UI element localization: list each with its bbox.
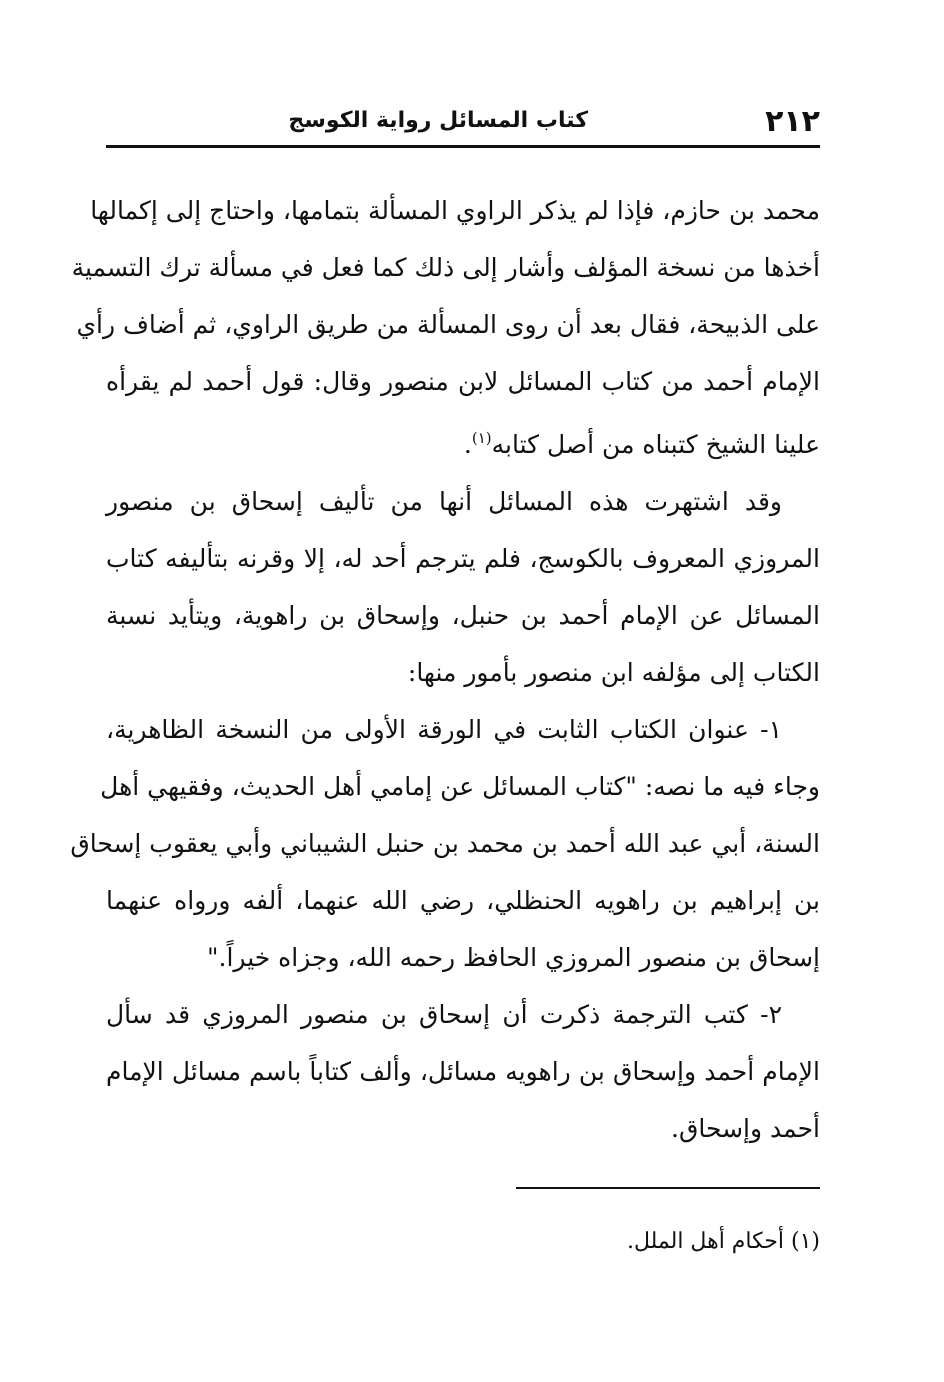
text-line: إسحاق بن منصور المروزي الحافظ رحمه الله، وجزاه خيراً.": [207, 943, 820, 972]
footnote-reference[interactable]: (١): [471, 429, 492, 447]
text-line: على الذبيحة، فقال بعد أن روى المسألة من طريق الراوي، ثم أضاف رأي: [76, 310, 820, 339]
paragraph-4: [106, 986, 820, 1157]
text-line: الإمام أحمد وإسحاق بن راهويه مسائل، وألف كتاباً باسم مسائل الإمام: [106, 1057, 820, 1086]
page-header: [106, 100, 820, 144]
paragraph-1: [71, 182, 820, 473]
text-line: المسائل عن الإمام أحمد بن حنبل، وإسحاق بن راهوية، ويتأيد نسبة: [106, 601, 820, 630]
footnote: (١) أحكام أهل الملل.: [626, 1229, 820, 1254]
running-title: كتاب المسائل رواية الكوسج: [288, 108, 588, 133]
text-line-content: وقد اشتهرت هذه المسائل أنها من تأليف إسحاق بن منصور: [106, 487, 782, 516]
text-line-content: ١- عنوان الكتاب الثابت في الورقة الأولى من النسخة الظاهرية،: [106, 715, 782, 744]
paragraph-3: [70, 701, 820, 986]
sentence-end: .: [463, 430, 472, 459]
text-line: بن إبراهيم بن راهويه الحنظلي، رضي الله عنهما، ألفه ورواه عنهما: [106, 886, 820, 915]
text-line: [106, 986, 820, 1043]
text-line: السنة، أبي عبد الله أحمد بن محمد بن حنبل الشيباني وأبي يعقوب إسحاق: [70, 829, 820, 858]
text-line: [106, 701, 820, 758]
text-line: وجاء فيه ما نصه: "كتاب المسائل عن إمامي أهل الحديث، وفقيهي أهل: [100, 772, 820, 801]
page-number: ٢١٢: [765, 104, 820, 139]
text-line: الكتاب إلى مؤلفه ابن منصور بأمور منها:: [407, 658, 820, 687]
text-line: علينا الشيخ كتبناه من أصل كتابه: [491, 430, 820, 459]
text-line: محمد بن حازم، فإذا لم يذكر الراوي المسألة بتمامها، واحتاج إلى إكمالها: [90, 196, 820, 225]
text-line: أحمد وإسحاق.: [671, 1114, 820, 1143]
text-line-with-footnote: [106, 410, 820, 473]
text-line-content: ٢- كتب الترجمة ذكرت أن إسحاق بن منصور المروزي قد سأل: [106, 1000, 782, 1029]
text-line: أخذها من نسخة المؤلف وأشار إلى ذلك كما فعل في مسألة ترك التسمية: [71, 253, 820, 282]
header-rule: [106, 145, 820, 148]
text-line: المروزي المعروف بالكوسج، فلم يترجم أحد له، إلا وقرنه بتأليفه كتاب: [106, 544, 820, 573]
text-line: الإمام أحمد من كتاب المسائل لابن منصور وقال: قول أحمد لم يقرأه: [106, 367, 820, 396]
paragraph-2: [106, 473, 820, 701]
footnote-rule: [516, 1187, 820, 1189]
body-text: [70, 182, 820, 1157]
text-line: [106, 473, 820, 530]
